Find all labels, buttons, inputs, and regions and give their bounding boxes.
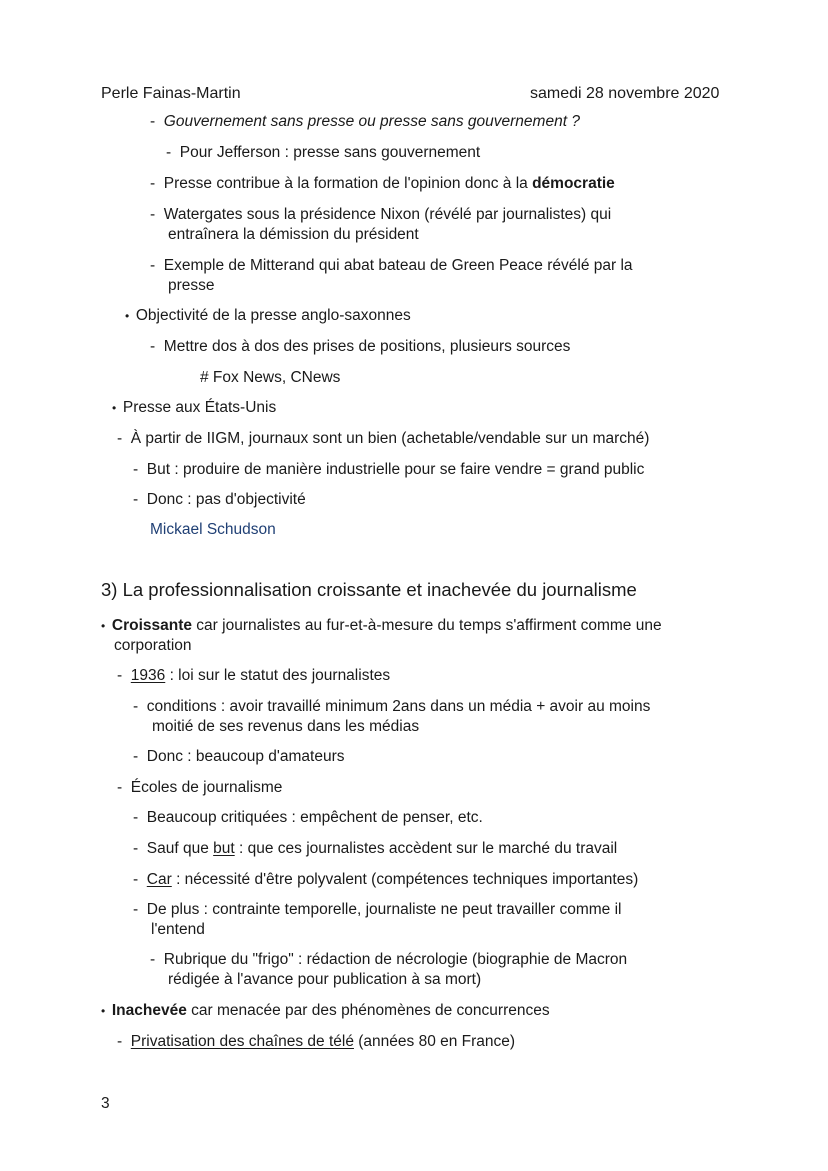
bullet-item: • Croissante car journalistes au fur-et-à-mesure du temps s'affirment comme une — [101, 617, 662, 634]
list-item: - Car : nécessité d'être polyvalent (compétences techniques importantes) — [133, 871, 639, 888]
list-item: - Donc : beaucoup d'amateurs — [133, 748, 345, 765]
list-item: - À partir de IIGM, journaux sont un bien (achetable/vendable sur un marché) — [117, 430, 650, 447]
list-item: - Sauf que but : que ces journalistes accèdent sur le marché du travail — [133, 840, 618, 857]
list-item: - Gouvernement sans presse ou presse sans gouvernement ? — [150, 113, 580, 130]
bullet-marker: • — [101, 619, 112, 633]
dash-marker: - — [150, 206, 164, 223]
dash-marker: - — [150, 951, 164, 968]
list-item: - Donc : pas d'objectivité — [133, 491, 306, 508]
author-name: Perle Fainas-Martin — [101, 85, 241, 102]
bullet-item: • Objectivité de la presse anglo-saxonnes — [125, 307, 411, 324]
list-item-continuation: l'entend — [151, 921, 205, 938]
dash-marker: - — [150, 338, 164, 355]
list-item-continuation: presse — [168, 277, 215, 294]
list-item: - Presse contribue à la formation de l'opinion donc à la démocratie — [150, 175, 615, 192]
section-heading: 3) La professionnalisation croissante et inachevée du journalisme — [101, 579, 637, 600]
list-item: - Rubrique du "frigo" : rédaction de nécrologie (biographie de Macron — [150, 951, 628, 968]
list-item: - Beaucoup critiquées : empêchent de penser, etc. — [133, 809, 483, 826]
document-date: samedi 28 novembre 2020 — [530, 85, 720, 102]
author-reference: Mickael Schudson — [150, 521, 276, 538]
list-item-continuation: moitié de ses revenus dans les médias — [152, 718, 420, 735]
dash-marker: - — [133, 809, 147, 826]
list-item: - But : produire de manière industrielle pour se faire vendre = grand public — [133, 461, 645, 478]
dash-marker: - — [133, 901, 147, 918]
list-item-continuation: entraînera la démission du président — [168, 226, 419, 243]
dash-marker: - — [117, 430, 131, 447]
dash-marker: - — [133, 698, 147, 715]
list-item: - Pour Jefferson : presse sans gouvernement — [166, 144, 481, 161]
dash-marker: - — [117, 667, 131, 684]
bullet-marker: • — [125, 309, 136, 323]
list-item-continuation: rédigée à l'avance pour publication à sa mort) — [168, 971, 482, 988]
dash-marker: - — [133, 748, 147, 765]
list-item: - Mettre dos à dos des prises de positions, plusieurs sources — [150, 338, 571, 355]
page-number: 3 — [101, 1095, 110, 1112]
list-item-continuation: corporation — [114, 637, 192, 654]
dash-marker: - — [133, 871, 147, 888]
list-item: - Écoles de journalisme — [117, 779, 283, 796]
dash-marker: - — [150, 113, 164, 130]
list-item: - De plus : contrainte temporelle, journaliste ne peut travailler comme il — [133, 901, 622, 918]
dash-marker: - — [133, 491, 147, 508]
dash-marker: - — [166, 144, 180, 161]
dash-marker: - — [150, 257, 164, 274]
list-item: - Watergates sous la présidence Nixon (révélé par journalistes) qui — [150, 206, 612, 223]
dash-marker: - — [133, 840, 147, 857]
list-item-note: # Fox News, CNews — [200, 369, 341, 386]
dash-marker: - — [117, 1033, 131, 1050]
dash-marker: - — [133, 461, 147, 478]
bullet-marker: • — [112, 401, 123, 415]
dash-marker: - — [117, 779, 131, 796]
bullet-item: • Presse aux États-Unis — [112, 399, 277, 416]
dash-marker: - — [150, 175, 164, 192]
list-item: - conditions : avoir travaillé minimum 2ans dans un média + avoir au moins — [133, 698, 651, 715]
list-item: - 1936 : loi sur le statut des journalistes — [117, 667, 391, 684]
bullet-marker: • — [101, 1004, 112, 1018]
list-item: - Privatisation des chaînes de télé (années 80 en France) — [117, 1033, 516, 1050]
bullet-item: • Inachevée car menacée par des phénomènes de concurrences — [101, 1002, 550, 1019]
list-item: - Exemple de Mitterand qui abat bateau de Green Peace révélé par la — [150, 257, 633, 274]
